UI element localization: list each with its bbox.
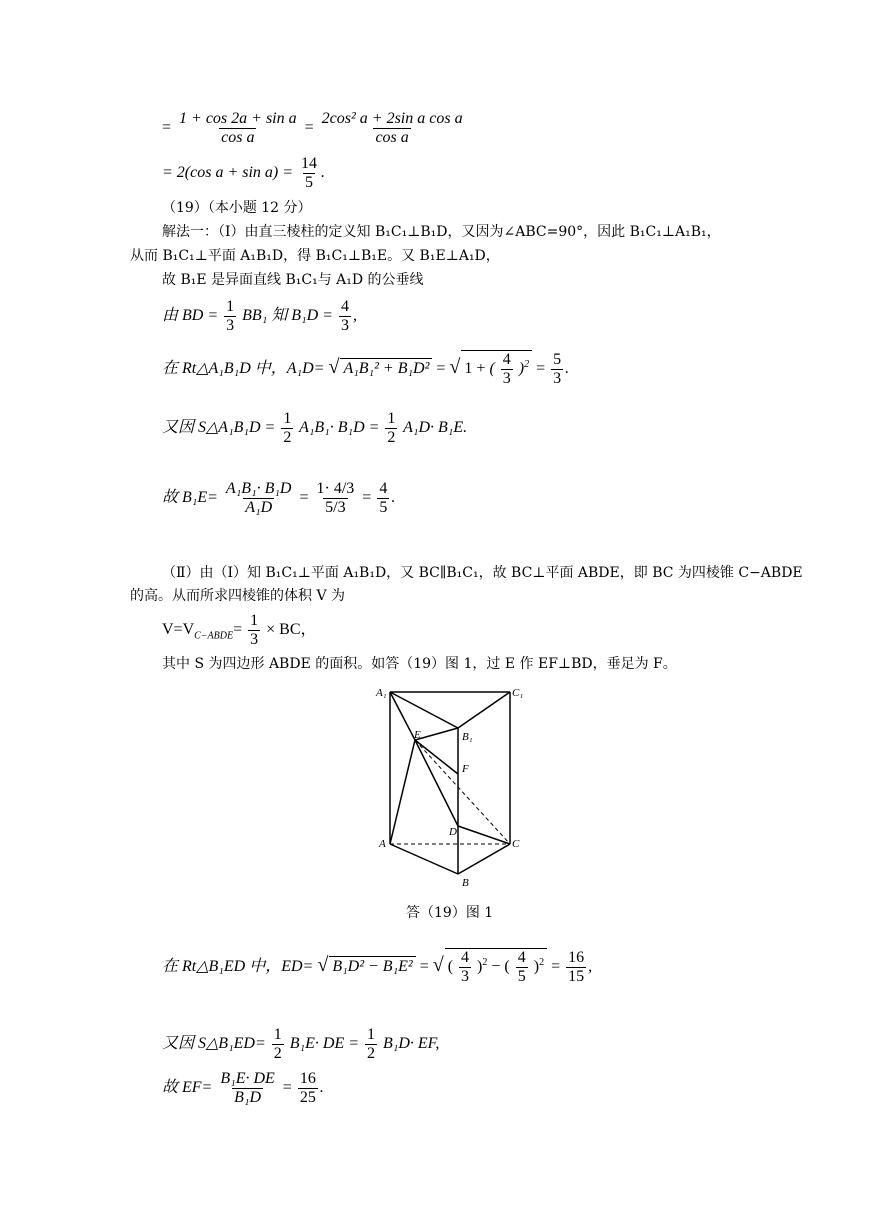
part2-line-4: 其中 S 为四边形 ABDE 的面积。如答（19）图 1，过 E 作 EF⊥BD，垂足为 F。: [162, 656, 677, 672]
question-header: （19）（本小题 12 分）: [162, 200, 312, 216]
part2-line-3: $V=V_{C-ABDE}=$ $\frac{1}{3}$ × BC，: [162, 612, 317, 648]
solution-line-9: 又因 S△B₁ED= $\frac{1}{2}$ B₁E· DE = $\frac{1}{2}$ B₁D· EF,: [162, 1026, 440, 1062]
label-C1: C₁: [512, 687, 524, 699]
solution-line-4: 由 BD = $\frac{1}{3}$ BB₁ 知 B₁D = $\frac{4}{3}$ ,: [162, 298, 357, 334]
solution-line-10: 故 EF= $\frac{\text{B₁E· DE}}{\text{B₁D}}$ = $\frac{16}{25}$ .: [162, 1070, 324, 1106]
label-F: F: [462, 763, 469, 775]
equation-line-2: = 2(cos a + sin a) = $\frac{14}{5}$ .: [162, 155, 326, 191]
solution-line-7: 故 B₁E= $\frac{\text{A₁B₁· B₁D}}{\text{A₁D}}$ = $\frac{1\cdot 4/3}{5/3}$ = $\frac{4}{5}$ .: [162, 480, 396, 516]
solution-line-6: 又因 S△A₁B₁D = $\frac{1}{2}$ A₁B₁· B₁D = $\frac{1}{2}$ A₁D· B₁E.: [162, 410, 468, 446]
label-A1: A₁: [376, 687, 387, 699]
solution-line-8: 在 Rt△B₁ED 中，ED= √ B₁D² − B₁E² = √ ( $\frac{4}{3}$ )$^2$ − ( $\frac{4}{5}$ )$^2$ = $\frac{16}{15}$ ,: [162, 949, 593, 985]
prism-figure: [370, 680, 530, 895]
solution-line-1: 解法一：（Ⅰ）由直三棱柱的定义知 B₁C₁⊥B₁D，又因为∠ABC=90°，因此 B₁C₁⊥A₁B₁，: [162, 224, 721, 240]
label-D: D: [449, 826, 457, 838]
label-E: E: [414, 729, 421, 741]
solution-line-3: 故 B₁E 是异面直线 B₁C₁与 A₁D 的公垂线: [162, 272, 424, 288]
part2-line-1: （Ⅱ）由（Ⅰ）知 B₁C₁⊥平面 A₁B₁D，又 BC∥B₁C₁，故 BC⊥平面 ABDE，即 BC 为四棱锥 C−ABDE: [162, 565, 803, 581]
label-A: A: [379, 838, 386, 850]
label-C: C: [512, 838, 520, 850]
label-B1: B₁: [462, 731, 473, 743]
figure-caption: 答（19）图 1: [406, 905, 494, 921]
part2-line-2: 的高。从而所求四棱锥的体积 V 为: [130, 588, 346, 604]
label-B: B: [462, 877, 469, 889]
solution-line-2: 从而 B₁C₁⊥平面 A₁B₁D，得 B₁C₁⊥B₁E。又 B₁E⊥A₁D，: [130, 248, 500, 264]
solution-line-5: 在 Rt△A₁B₁D 中，A₁D= √ A₁B₁² + B₁D² = √ 1 + ( $\frac{4}{3}$ )$^2$ = $\frac{5}{3}$ .: [162, 351, 570, 387]
equation-line-1: = $\frac{\text{1 + cos 2a + sin a}}{\text{cos a}}$ = $\frac{\text{2cos² a + 2sin a cos a}}{\text{cos a}}$: [162, 110, 463, 146]
